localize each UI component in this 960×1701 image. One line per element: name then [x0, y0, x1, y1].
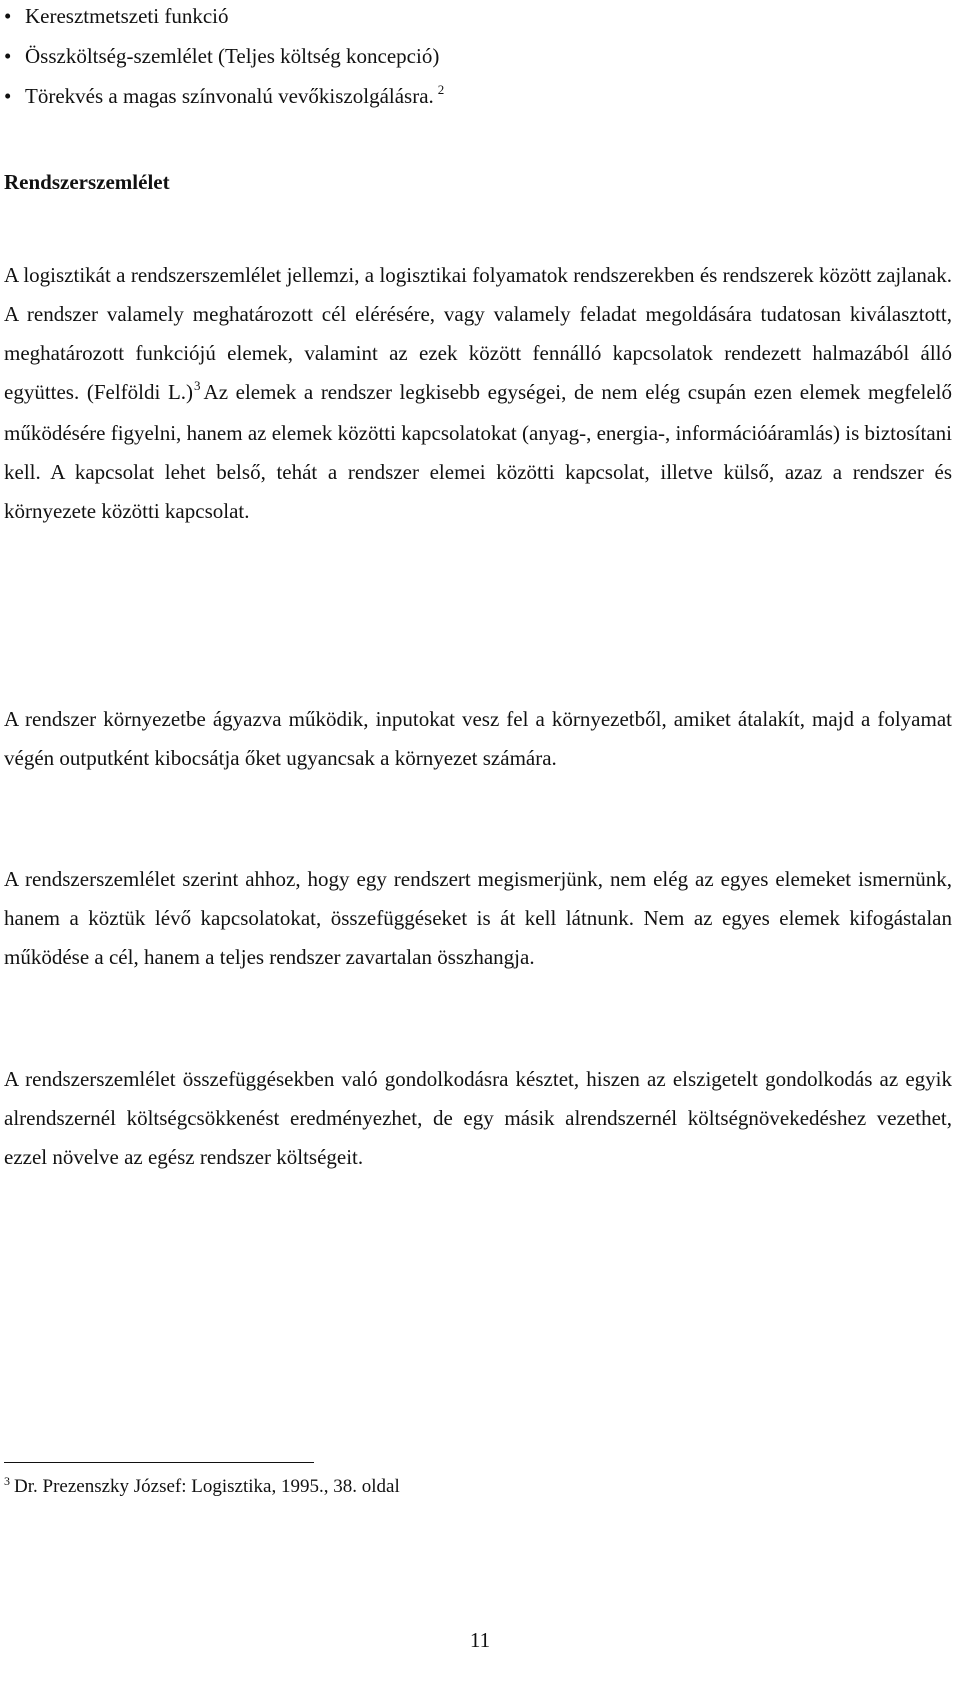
- section-heading: Rendszerszemlélet: [4, 170, 170, 194]
- footnote-separator: [4, 1462, 314, 1463]
- list-item-text: Összköltség-szemlélet (Teljes költség koncepció): [25, 44, 440, 68]
- paragraph-kornyezet: A rendszer környezetbe ágyazva működik, inputokat vesz fel a környezetből, amiket átalakít, majd a folyamat végén outputként kibocsátja őket ugyancsak a környezet számára.: [4, 707, 952, 770]
- list-item: [0, 36, 444, 76]
- footnote-reference: 3: [194, 378, 201, 393]
- footnote: [4, 1475, 400, 1500]
- footnote-text: Dr. Prezenszky József: Logisztika, 1995., 38. oldal: [14, 1476, 400, 1497]
- paragraph-text: A logisztikát a rendszerszemlélet jellemzi, a logisztikai folyamatok rendszerekben és rendszerek között zajlanak. A rendszer valamely meghatározott cél elérésére, vagy valamely feladat megoldására tudatosan kiválasztott, meghatározott funkciójú elemek, valamint az ezek között fennálló kapcsolatok rendezett halmazából álló együttes. (Felföldi L.): [4, 263, 952, 404]
- list-item: [0, 76, 444, 116]
- bullet-icon: •: [4, 4, 12, 28]
- footnote-number: 3: [4, 1474, 10, 1488]
- bullet-list: [0, 0, 444, 116]
- bullet-icon: •: [4, 84, 12, 108]
- paragraph-megismeres: A rendszerszemlélet szerint ahhoz, hogy egy rendszert megismerjünk, nem elég az egyes elemeket ismernünk, hanem a köztük lévő kapcsolatokat, összefüggéseket is át kell látnunk. Nem az egyes elemek kifogástalan működése a cél, hanem a teljes rendszer zavartalan összhangja.: [4, 867, 952, 969]
- page-number: 11: [469, 1628, 491, 1652]
- list-item-text: Keresztmetszeti funkció: [25, 4, 229, 28]
- paragraph-text: Az elemek a rendszer legkisebb egységei, de nem elég csupán ezen elemek megfelelő működésére figyelni, hanem az elemek közötti kapcsolatokat (anyag-, energia-, információáramlás) is biztosítani kell. A kapcsolat lehet belső, tehát a rendszer elemei közötti kapcsolat, illetve külső, azaz a rendszer és környezete közötti kapcsolat.: [4, 380, 952, 523]
- footnote-reference: 2: [437, 82, 445, 97]
- paragraph-rendszer: [4, 256, 952, 531]
- paragraph-osszefuggesek: A rendszerszemlélet összefüggésekben való gondolkodásra késztet, hiszen az elszigetelt gondolkodás az egyik alrendszernél költségcsökkenést eredményezhet, de egy másik alrendszernél költségnövekedéshez vezethet, ezzel növelve az egész rendszer költségeit.: [4, 1067, 952, 1169]
- list-item-text: Törekvés a magas színvonalú vevőkiszolgálásra.: [25, 84, 434, 108]
- list-item: [0, 0, 444, 36]
- bullet-icon: •: [4, 44, 12, 68]
